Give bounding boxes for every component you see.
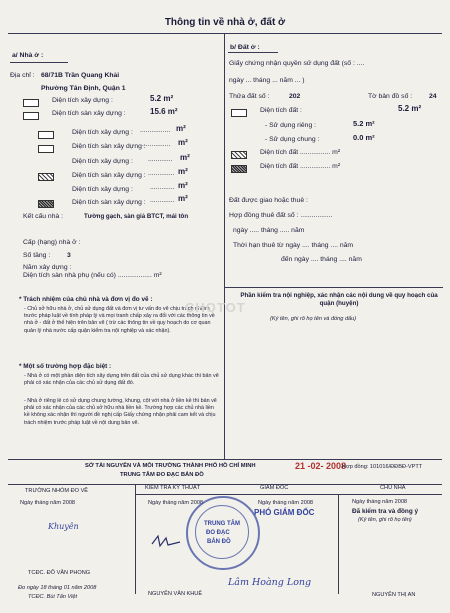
signature-2 [150,532,184,550]
legend-box-1 [23,99,39,107]
dots: ............. [148,156,173,163]
seal-text-2: ĐO ĐẠC [206,530,230,536]
approved-label: Đã kiểm tra và đồng ý [352,508,419,515]
center-name: TRUNG TÂM ĐO ĐẠC BẢN ĐỒ [120,472,204,478]
row-label: Diện tích xây dựng : [72,129,133,136]
special-cases-text-2: - Nhà ở riêng lẻ có sử dụng chung tường, khung, cột với nhà ở liền kề thì bản vẽ phải có xác nhận của các chủ sở hữu nhà liền kề. Trường hợp các chủ nhà liền kề không xác nhận thì người đề nghị cấp Giấy chứng nhận phải cam kết và chịu trách nhiệm trước pháp luật về nội dung bản vẽ. [24,398,217,426]
legend-box-land-hatched [231,151,247,159]
address-ward: Phường Tân Định, Quận 1 [41,85,126,92]
approved-note: (Ký tên, ghi rõ họ tên) [358,517,412,523]
parcel-label: Thửa đất số : [229,93,270,100]
special-cases-title: * Một số trường hợp đặc biệt : [19,363,112,370]
legend-box-4 [38,145,54,153]
row-value: m² [178,181,188,190]
planning-check-note: (Ký tên, ghi rõ họ tên và đóng dấu) [270,316,357,322]
row-label: Diện tích sàn xây dựng : [52,110,126,117]
date-line-1: Ngày tháng năm 2008 [20,500,76,506]
seal-text-1: TRUNG TÂM [204,521,240,527]
responsibility-title: * Trách nhiệm của chủ nhà và đơn vị đo vẽ : [19,296,153,303]
floors-label: Số tầng : [23,252,51,259]
divider [338,494,339,594]
col-header-director: GIÁM ĐỐC [260,485,289,491]
date-line-3: Ngày tháng năm 2008 [258,500,314,506]
structure-label: Kết cấu nhà : [23,213,64,220]
dots: ................ [140,127,171,134]
dots: ............... [142,141,171,148]
legend-box-land [231,109,247,117]
structure-value: Tường gạch, sàn giả BTCT, mái tôn [84,213,189,220]
divider [135,484,136,594]
floors-value: 3 [67,252,71,259]
divider [8,484,442,485]
lease-contract-label: Hợp đồng thuê đất số : ................. [229,212,333,219]
row-value: m² [176,124,186,133]
column-divider [224,34,225,459]
row-value: 15.6 m² [150,107,178,116]
map-sheet-value: 24 [429,93,437,100]
lease-contract-date: ngày ..... tháng ..... năm [233,227,305,234]
legend-box-dense [38,200,54,208]
deputy-director-title: PHÓ GIÁM ĐỐC [254,508,315,517]
col-header-team-lead: TRƯỞNG NHÓM ĐO VẼ [25,488,89,494]
divider [228,52,278,53]
row-label: Diện tích sàn xây dựng : [72,143,146,150]
land-area-label: Diện tích đất : [260,107,302,114]
survey-date: Đo ngày 18 tháng 01 năm 2008 [18,585,97,591]
lease-term-from: Thời hạn thuê từ ngày .... tháng .... năm [233,242,354,249]
col-header-tech-check: KIỂM TRA KỸ THUẬT [145,485,201,491]
signature-director: Lâm Hoàng Long [228,577,312,588]
certificate-line-1: Giấy chứng nhận quyền sử dụng đất (số : .... [229,60,365,67]
date-line-4: Ngày tháng năm 2008 [352,499,408,505]
certificate-line-2: ngày ... tháng ... năm ... ) [229,77,305,84]
land-area-value: 5.2 m² [398,104,422,113]
private-use-value: 5.2 m² [353,119,375,128]
land-area-3-label: Diện tích đất ................ m² [260,163,341,170]
contract-number: Hợp đồng: 101016/ĐĐBĐ-VPTT [342,464,423,470]
lease-term-to: đến ngày .... tháng .... năm [281,256,362,263]
common-use-label: - Sử dụng chung : [265,136,320,143]
legend-box-3 [38,131,54,139]
row-value: m² [180,153,190,162]
legend-box-land-dense [231,165,247,173]
common-use-value: 0.0 m² [353,133,375,142]
row-value: m² [178,167,188,176]
legend-box-2 [23,112,39,120]
section-land-header: b/ Đất ở : [230,44,260,51]
dots: ............. [150,197,175,204]
dots: ............. [150,184,175,191]
parcel-value: 202 [289,93,301,100]
aux-area-label: Diện tích sàn nhà phụ (nếu có) .................. m² [23,272,162,279]
divider [8,459,442,460]
date-stamp: 21 -02- 2008 [295,461,347,471]
divider [225,287,443,288]
team-lead-name: TCĐC. ĐỖ VĂN PHONG [28,570,91,576]
planning-check-title: Phần kiểm tra nội nghiệp, xác nhận các nội dung về quy hoạch của quận (huyện) [240,292,438,308]
row-value: m² [178,194,188,203]
special-cases-text-1: - Nhà ở có một phần diện tích xây dựng trên đất của chủ sử dụng khác thì bản vẽ phải có xác nhận của các chủ sử dụng đất đó. [24,373,219,387]
page-title: Thông tin về nhà ở, đất ở [164,17,286,28]
grade-label: Cấp (hạng) nhà ở : [23,239,81,246]
legend-box-hatched [38,173,54,181]
divider [10,62,68,63]
divider [135,494,442,495]
row-label: Diện tích xây dựng : [52,97,113,104]
seal-text-3: BẢN ĐỒ [207,539,231,545]
divider [8,33,442,34]
owner-name: NGUYỄN THỊ AN [372,592,416,598]
tech-check-name: NGUYỄN VĂN KHUÊ [148,591,203,597]
dots: .............. [148,170,175,177]
row-label: Diện tích xây dựng : [72,158,133,165]
date-line-2: Ngày tháng năm 2008 [148,500,204,506]
allocation-label: Đất được giao hoặc thuê : [229,197,308,204]
col-header-owner: CHỦ NHÀ [380,485,406,491]
signature-1: Khuyên [48,522,79,531]
row-value: m² [178,138,188,147]
address-label: Địa chỉ : [10,72,35,79]
row-label: Diện tích sàn xây dựng : [72,199,146,206]
technician-name: TCĐC. Bùi Tấn Việt [28,594,78,600]
private-use-label: - Sử dụng riêng : [265,122,317,129]
map-sheet-label: Tờ bản đồ số : [368,93,413,100]
row-label: Diện tích sàn xây dựng : [72,172,146,179]
row-label: Diện tích xây dựng : [72,186,133,193]
year-label: Năm xây dựng : [23,264,72,271]
row-value: 5.2 m² [150,94,174,103]
responsibility-text: - Chủ sở hữu nhà ở, chủ sử dụng đất và đơn vị tư vấn đo vẽ chịu trách nhiệm trước pháp luật về tính pháp lý và mọi tranh chấp xảy ra đối với các thông tin về nhà ở - đất ở thể hiện trên bản vẽ ( trừ các thông tin về quy hoạch do cơ quan quản lý nhà nước cấp quận kiểm tra nội nghiệp và xác nhận). [24,306,215,334]
agency-name: SỞ TÀI NGUYÊN VÀ MÔI TRƯỜNG THÀNH PHỐ HỒ CHÍ MINH [85,463,256,469]
land-area-2-label: Diện tích đất ................ m² [260,149,341,156]
address-value: 68/71B Trần Quang Khải [41,72,120,79]
watermark: CHOTOT [185,300,246,315]
section-house-header: a/ Nhà ở : [12,52,44,59]
